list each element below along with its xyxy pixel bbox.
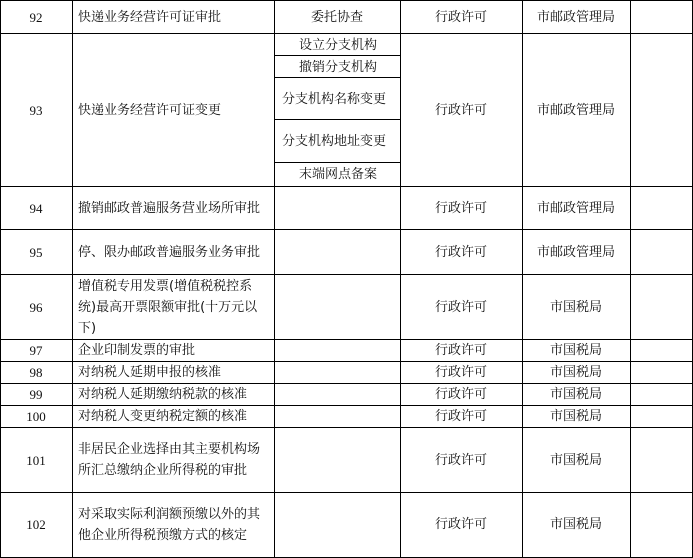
- item-type: 行政许可: [434, 343, 487, 358]
- department: 市国税局: [549, 365, 602, 380]
- row-number: 93: [29, 102, 43, 118]
- department: 市邮政管理局: [536, 10, 615, 25]
- sub-item: 设立分支机构: [298, 37, 377, 53]
- row-rule: [0, 274, 693, 275]
- row-rule: [0, 383, 693, 384]
- department: 市国税局: [549, 343, 602, 358]
- item-type: 行政许可: [434, 387, 487, 402]
- row-number: 100: [26, 409, 46, 424]
- column-rule: [0, 0, 1, 558]
- row-rule: [0, 361, 693, 362]
- row-number: 99: [29, 387, 43, 402]
- department: 市邮政管理局: [536, 102, 615, 118]
- row-rule: [0, 229, 693, 230]
- item-type: 行政许可: [434, 409, 487, 424]
- row-number: 102: [26, 517, 46, 532]
- column-rule: [72, 0, 73, 558]
- item-name: 非居民企业选择由其主要机构场所汇总缴纳企业所得税的审批: [78, 442, 261, 478]
- item-name: 增值税专用发票(增值税税控系统)最高开票限额审批(十万元以下): [78, 278, 258, 336]
- department: 市邮政管理局: [536, 244, 615, 260]
- row-rule: [274, 119, 400, 120]
- item-name: 快递业务经营许可证变更: [78, 102, 222, 118]
- department: 市国税局: [549, 517, 602, 532]
- row-rule: [0, 405, 693, 406]
- row-number: 94: [29, 200, 43, 216]
- column-rule: [522, 0, 523, 558]
- item-name: 快递业务经营许可证审批: [78, 10, 222, 25]
- row-number: 92: [29, 10, 43, 25]
- item-name: 对采取实际利润额预缴以外的其他企业所得税预缴方式的核定: [78, 506, 261, 543]
- item-name: 对纳税人延期申报的核准: [78, 365, 222, 380]
- item-type: 行政许可: [434, 452, 487, 468]
- department: 市国税局: [549, 452, 602, 468]
- row-rule: [274, 77, 400, 78]
- item-type: 行政许可: [434, 10, 487, 25]
- sub-item: 末端网点备案: [298, 167, 377, 182]
- row-rule: [0, 427, 693, 428]
- item-type: 行政许可: [434, 102, 487, 118]
- sub-item: 分支机构名称变更: [282, 91, 387, 107]
- item-name: 停、限办邮政普遍服务业务审批: [78, 244, 261, 260]
- department: 市国税局: [549, 409, 602, 424]
- department: 市国税局: [549, 387, 602, 402]
- row-rule: [0, 0, 693, 1]
- row-number: 96: [29, 299, 43, 315]
- row-rule: [0, 339, 693, 340]
- item-type: 行政许可: [434, 200, 487, 216]
- column-rule: [630, 0, 631, 558]
- sub-item: 分支机构地址变更: [282, 134, 387, 149]
- item-name: 撤销邮政普遍服务营业场所审批: [78, 200, 261, 216]
- item-type: 行政许可: [434, 517, 487, 532]
- item-name: 对纳税人变更纳税定额的核准: [78, 409, 248, 424]
- sub-item: 委托协查: [310, 10, 363, 25]
- row-rule: [0, 186, 693, 187]
- item-type: 行政许可: [434, 365, 487, 380]
- department: 市邮政管理局: [536, 200, 615, 216]
- row-number: 98: [29, 365, 43, 380]
- column-rule: [274, 0, 275, 558]
- department: 市国税局: [549, 299, 602, 315]
- item-type: 行政许可: [434, 244, 487, 260]
- row-rule: [0, 492, 693, 493]
- sub-item: 撤销分支机构: [298, 59, 377, 75]
- item-name: 企业印制发票的审批: [78, 343, 196, 358]
- row-number: 97: [29, 343, 43, 358]
- row-rule: [0, 33, 693, 34]
- row-rule: [274, 55, 400, 56]
- row-number: 101: [26, 452, 46, 468]
- column-rule: [400, 0, 401, 558]
- item-name: 对纳税人延期缴纳税款的核准: [78, 387, 248, 402]
- row-number: 95: [29, 244, 43, 260]
- row-rule: [274, 162, 400, 163]
- item-type: 行政许可: [434, 299, 487, 315]
